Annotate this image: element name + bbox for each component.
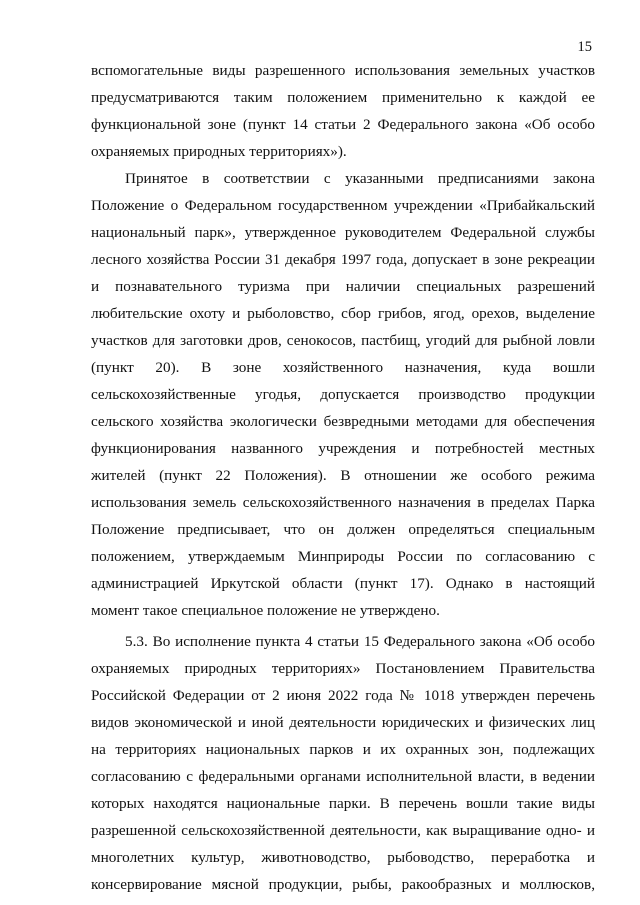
paragraph-first-line: Принятое в соответствии с указанными предписаниями закона — [125, 170, 595, 187]
text-line: национальный парк», утвержденное руководителем Федеральной службы — [91, 224, 595, 241]
text-line: на территориях национальных парков и их охранных зон, подлежащих — [91, 741, 595, 758]
text-line: многолетних культур, животноводство, рыбоводство, переработка и — [91, 849, 595, 866]
text-line: использования земель сельскохозяйственного назначения в пределах Парка — [91, 494, 595, 511]
text-line: функциональной зоне (пункт 14 статьи 2 Федерального закона «Об особо — [91, 116, 595, 133]
text-line: Российской Федерации от 2 июня 2022 года № 1018 утвержден перечень — [91, 687, 595, 704]
text-line: предусматриваются таким положением применительно к каждой ее — [91, 89, 595, 106]
text-line: вспомогательные виды разрешенного использования земельных участков — [91, 62, 595, 79]
text-line: администрацией Иркутской области (пункт 17). Однако в настоящий — [91, 575, 595, 592]
text-line: Положение о Федеральном государственном учреждении «Прибайкальский — [91, 197, 595, 214]
text-line: охраняемых природных территориях»). — [91, 143, 347, 160]
text-line: Положение предписывает, что он должен определяться специальным — [91, 521, 595, 538]
text-line: сельского хозяйства экологически безвредными методами для обеспечения — [91, 413, 595, 430]
text-line: любительские охоту и рыболовство, сбор грибов, ягод, орехов, выделение — [91, 305, 595, 322]
text-line: положением, утверждаемым Минприроды России по согласованию с — [91, 548, 595, 565]
text-line: сельскохозяйственные угодья, допускается производство продукции — [91, 386, 595, 403]
text-line: функционирования названного учреждения и потребностей местных — [91, 440, 595, 457]
text-line: участков для заготовки дров, сенокосов, пастбищ, угодий для рыбной ловли — [91, 332, 595, 349]
text-line: консервирование мясной продукции, рыбы, ракообразных и моллюсков, — [91, 876, 595, 893]
text-line: (пункт 20). В зоне хозяйственного назначения, куда вошли — [91, 359, 595, 376]
text-line: которых находятся национальные парки. В перечень вошли такие виды — [91, 795, 595, 812]
paragraph-first-line: 5.3. Во исполнение пункта 4 статьи 15 Федерального закона «Об особо — [125, 633, 595, 650]
text-line: согласованию с федеральными органами исполнительной власти, в ведении — [91, 768, 595, 785]
text-line: жителей (пункт 22 Положения). В отношении же особого режима — [91, 467, 595, 484]
text-line: разрешенной сельскохозяйственной деятельности, как выращивание одно- и — [91, 822, 595, 839]
text-line: лесного хозяйства России 31 декабря 1997 года, допускает в зоне рекреации — [91, 251, 595, 268]
text-line: охраняемых природных территориях» Постановлением Правительства — [91, 660, 595, 677]
text-line: видов экономической и иной деятельности юридических и физических лиц — [91, 714, 595, 731]
text-line: момент такое специальное положение не утверждено. — [91, 602, 440, 619]
text-line: и познавательного туризма при наличии специальных разрешений — [91, 278, 595, 295]
page-number: 15 — [577, 39, 592, 55]
